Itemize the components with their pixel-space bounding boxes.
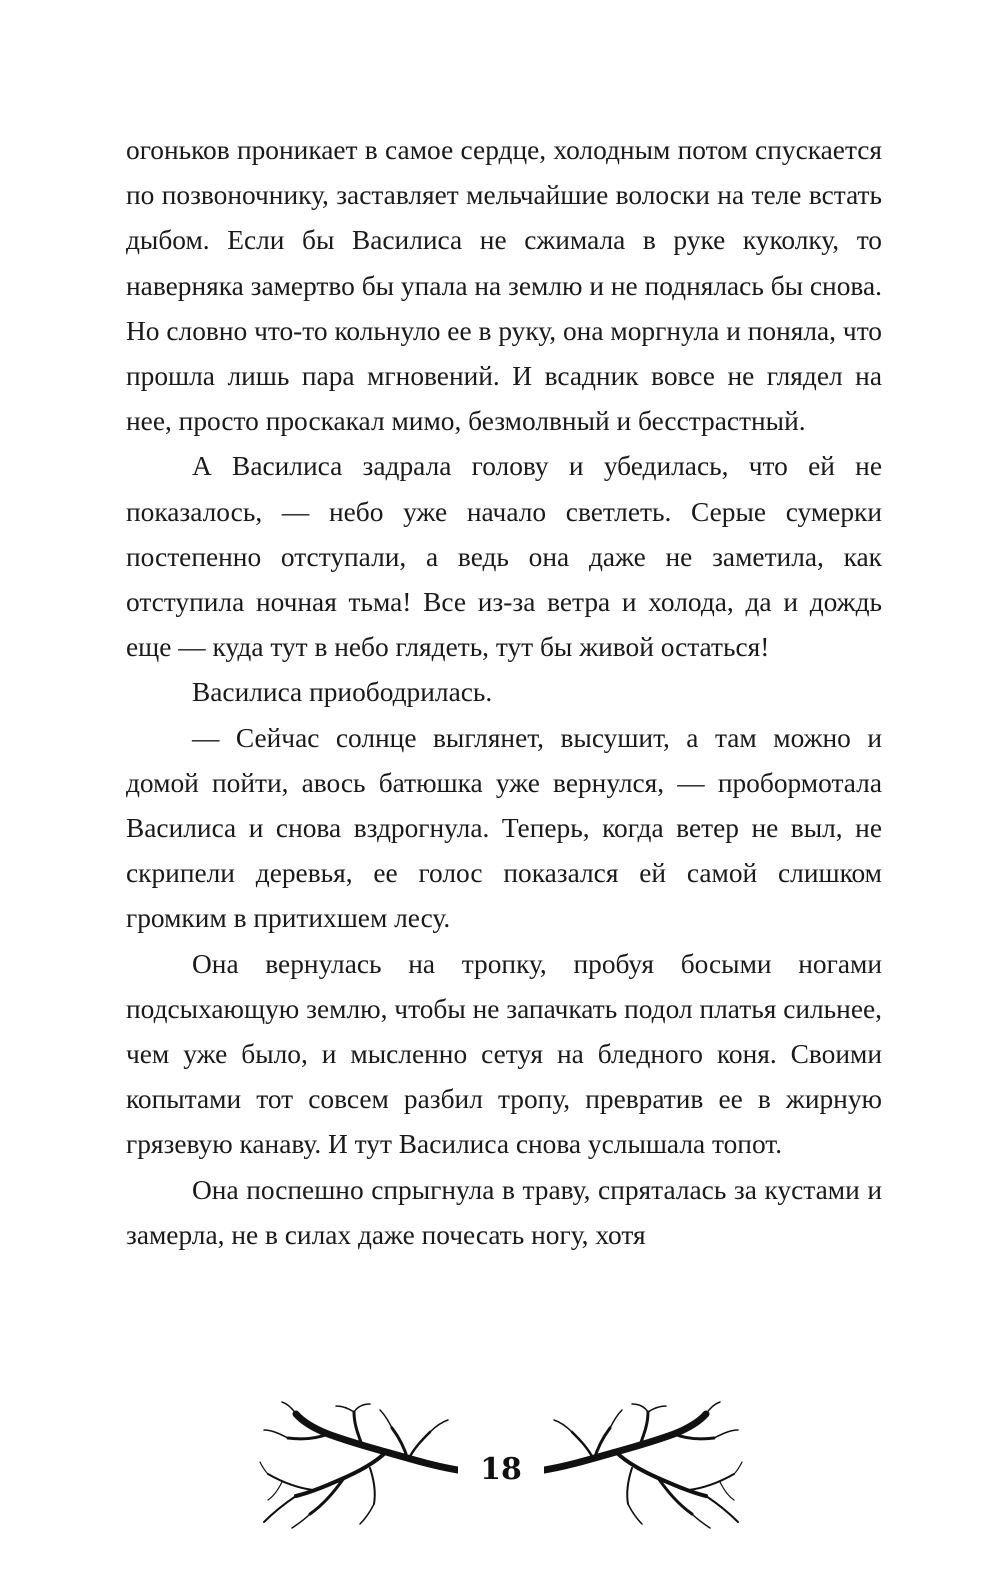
page-body-text (126, 128, 882, 1258)
right-branch-ornament-icon (544, 1400, 744, 1530)
paragraph-2: А Василиса задрала голову и убедилась, что ей не показалось, — небо уже начало светлеть. Серые сумерки постепенно отступали, а ведь она даже не заметила, как отступила ночная тьма! Все из-за ветра и холода, да и дождь еще — куда тут в небо глядеть, тут бы живой остаться! (126, 451, 882, 663)
paragraph-1: огоньков проникает в самое сердце, холодным потом спускается по позвоночнику, заставляет мельчайшие волоски на теле встать дыбом. Если бы Василиса не сжимала в руке куколку, то наверняка замертво бы упала на землю и не поднялась бы снова. Но словно что-то кольнуло ее в руку, она моргнула и поняла, что прошла лишь пара мгновений. И всадник вовсе не глядел на нее, просто проскакал мимо, безмолвный и бесстрастный. (126, 135, 882, 437)
page-footer (0, 1400, 1000, 1540)
paragraph-4: — Сейчас солнце выглянет, высушит, а там можно и домой пойти, авось батюшка уже вернулся, — пробормотала Василиса и снова вздрогнула. Теперь, когда ветер не выл, не скрипели деревья, ее голос показался ей самой слишком громким в притихшем лесу. (126, 722, 882, 934)
left-branch-ornament-icon (258, 1400, 458, 1530)
paragraph-6: Она поспешно спрыгнула в траву, спряталась за кустами и замерла, не в силах даже почесать ногу, хотя (126, 1174, 882, 1250)
paragraph-3: Василиса приободрилась. (192, 677, 493, 708)
page-number: 18 (480, 1452, 522, 1487)
paragraph-5: Она вернулась на тропку, пробуя босыми ногами подсыхающую землю, чтобы не запачкать подол платья сильнее, чем уже было, и мысленно сетуя на бледного коня. Своими копытами тот совсем разбил тропу, превратив ее в жирную грязевую канаву. И тут Василиса снова услышала топот. (126, 948, 882, 1160)
